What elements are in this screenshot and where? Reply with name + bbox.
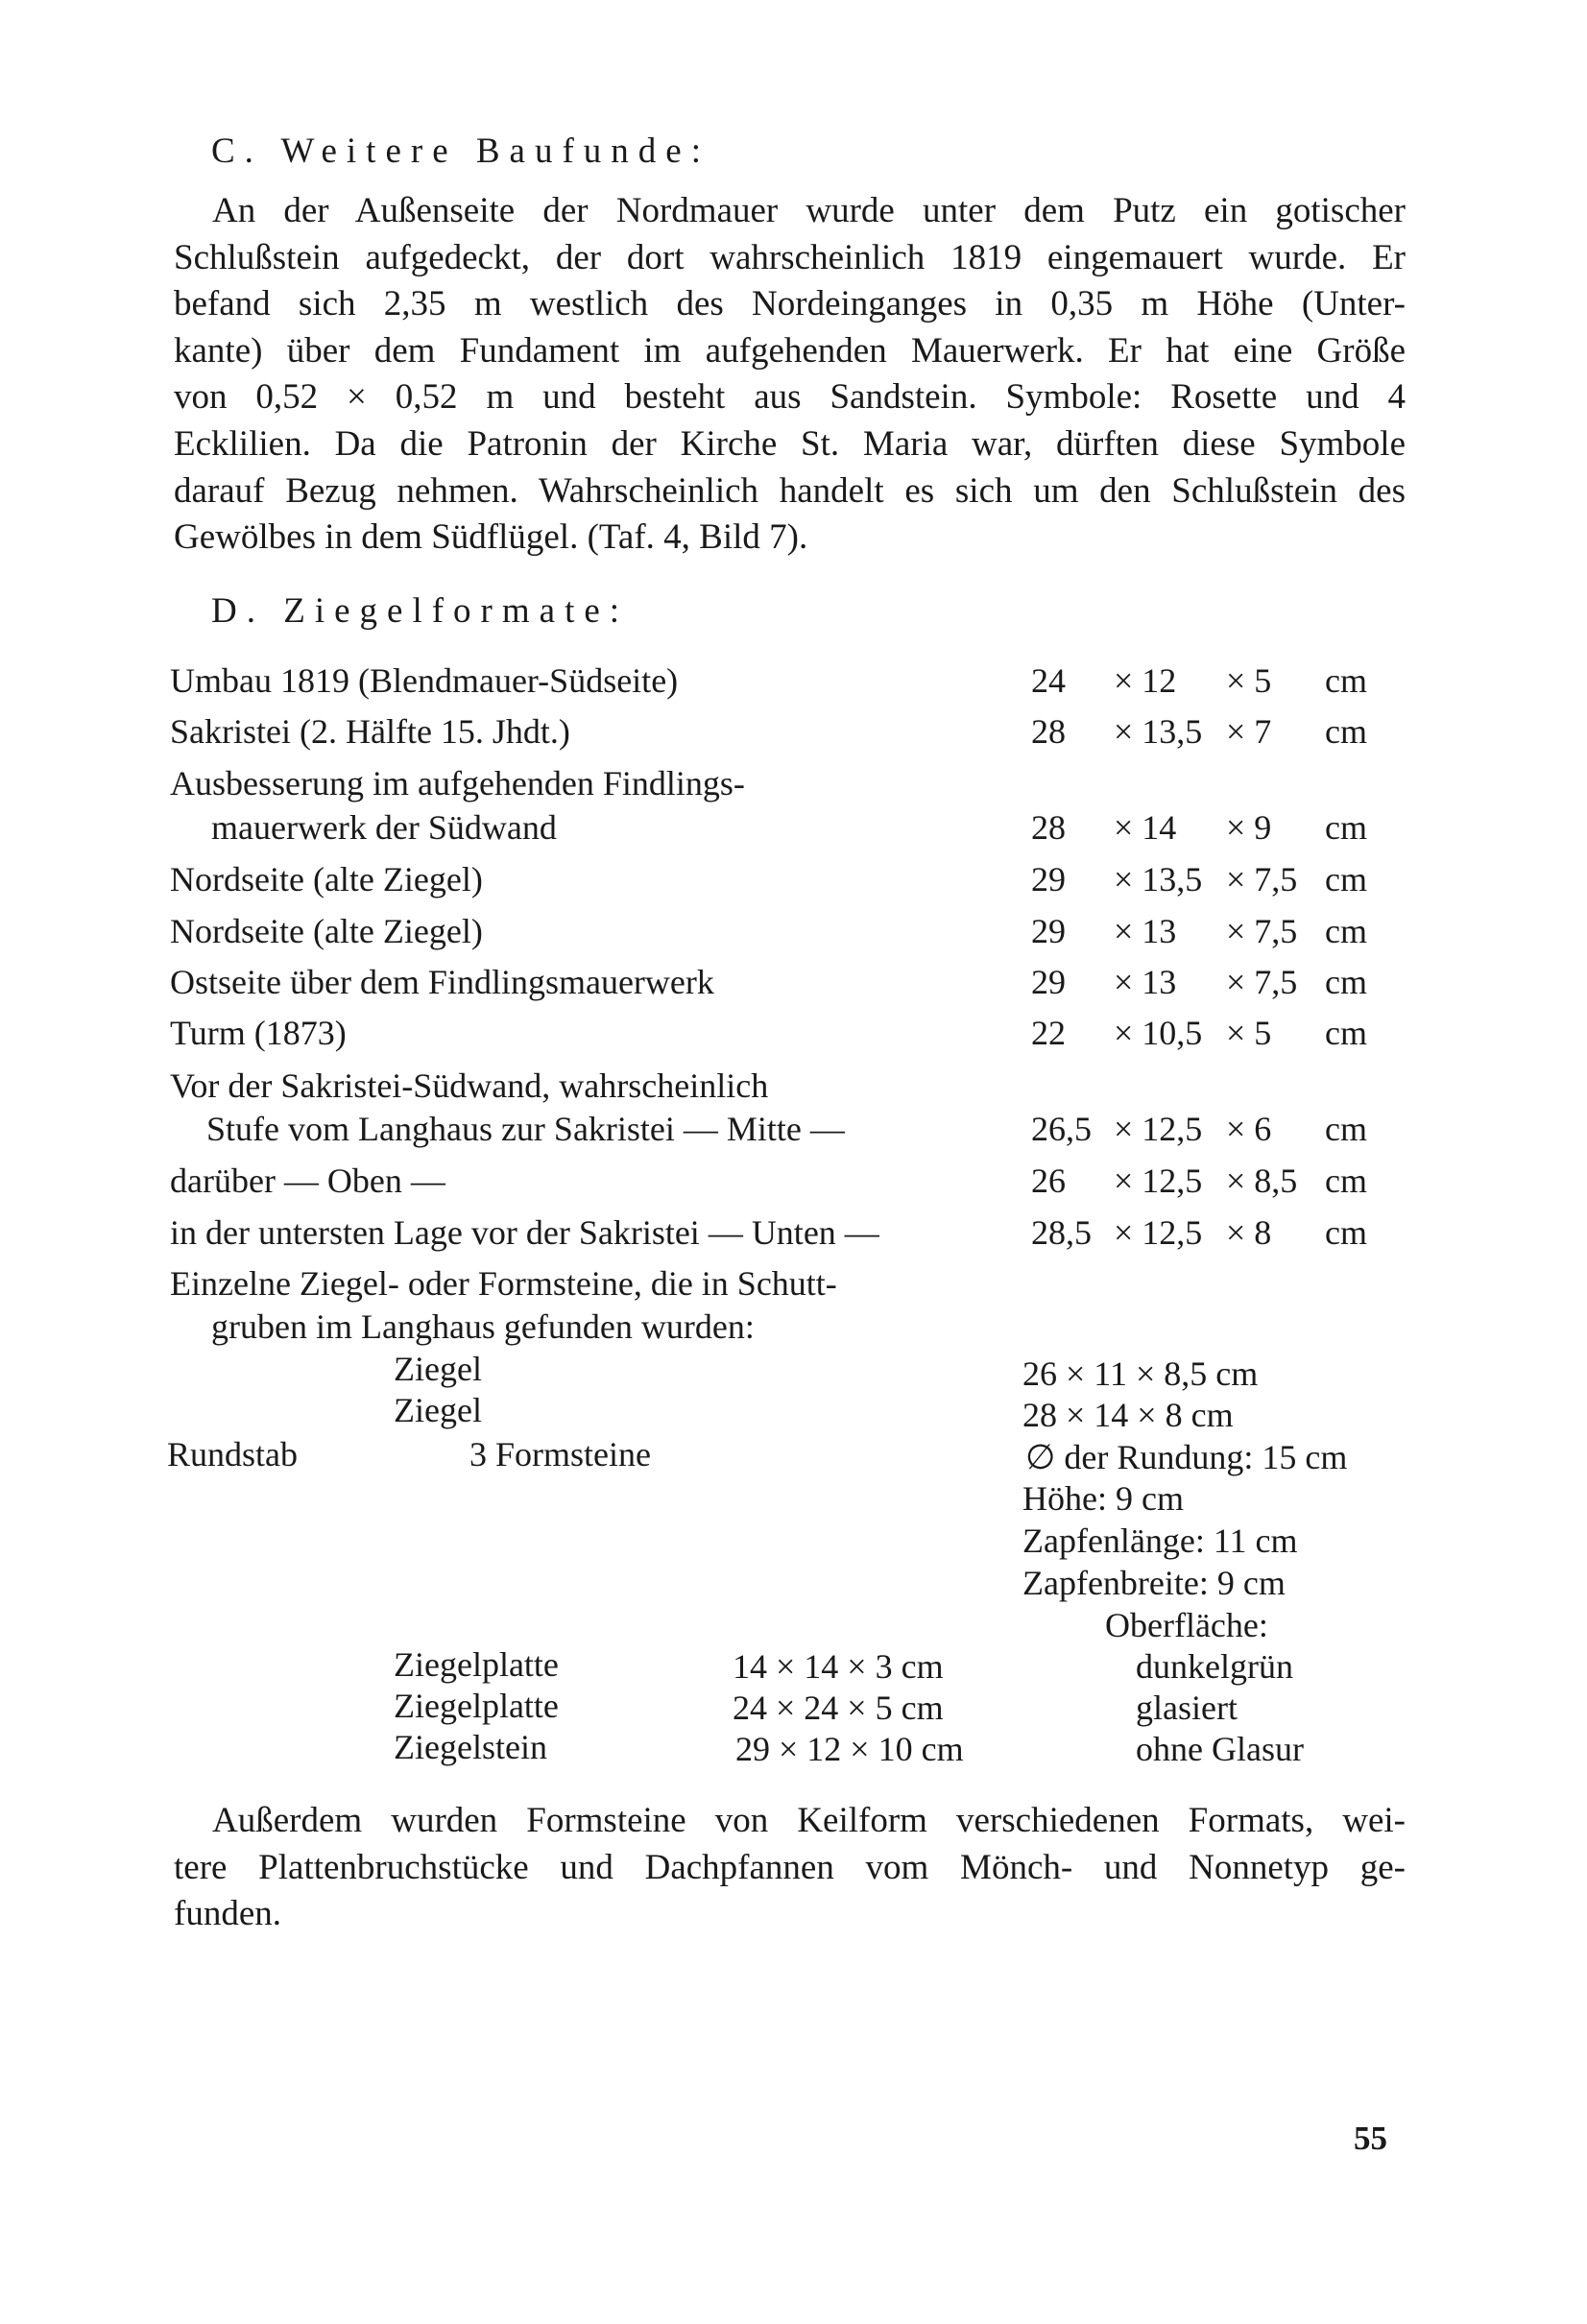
tile-name: Ziegelplatte xyxy=(394,1687,559,1725)
rundstab-count: 3 Formsteine xyxy=(469,1435,651,1473)
row-label-continuation: mauerwerk der Südwand xyxy=(211,808,557,847)
dim-c: × 8 xyxy=(1226,1213,1272,1252)
rundstab-detail: Zapfenbreite: 9 cm xyxy=(1022,1564,1286,1602)
dim-a: 22 xyxy=(1031,1014,1066,1052)
rundstab-detail: ∅ der Rundung: 15 cm xyxy=(1025,1438,1348,1476)
rundstab-detail: Höhe: 9 cm xyxy=(1022,1479,1184,1518)
dim-unit: cm xyxy=(1325,661,1367,700)
dim-unit: cm xyxy=(1325,912,1367,950)
surface-heading: Oberfläche: xyxy=(1105,1606,1268,1644)
dim-b: × 13,5 xyxy=(1114,860,1203,898)
rundstab-label: Rundstab xyxy=(167,1435,299,1473)
row-label: Ausbesserung im aufgehenden Findlings- xyxy=(170,764,745,803)
dim-b: × 13 xyxy=(1114,912,1177,950)
row-label: Einzelne Ziegel- oder Formsteine, die in Schutt- xyxy=(170,1264,837,1303)
dim-unit: cm xyxy=(1325,808,1367,847)
paragraph-line: funden. xyxy=(174,1894,281,1934)
dim-a: 26,5 xyxy=(1031,1110,1092,1148)
dim-b: × 12,5 xyxy=(1114,1162,1203,1200)
row-label: in der untersten Lage vor der Sakristei — Unten — xyxy=(170,1213,879,1252)
tile-name: Ziegelplatte xyxy=(394,1645,559,1684)
dim-c: × 9 xyxy=(1226,808,1272,847)
section-c-paragraph xyxy=(174,188,1406,562)
tile-surface: ohne Glasur xyxy=(1136,1730,1304,1768)
dim-b: × 13,5 xyxy=(1114,712,1203,751)
dim-c: × 5 xyxy=(1226,1014,1272,1052)
tile-dims: 29 × 12 × 10 cm xyxy=(735,1730,964,1768)
dim-unit: cm xyxy=(1325,963,1367,1001)
paragraph-line: von 0,52 × 0,52 m und besteht aus Sandstein. Symbole: Rosette und 4 xyxy=(174,377,1406,418)
paragraph-line: tere Plattenbruchstücke und Dachpfannen vom Mönch- und Nonnetyp ge- xyxy=(174,1847,1406,1887)
dim-unit: cm xyxy=(1325,860,1367,898)
tile-dims: 14 × 14 × 3 cm xyxy=(733,1647,944,1686)
dim-unit: cm xyxy=(1325,1014,1367,1052)
dim-a: 28 xyxy=(1031,808,1066,847)
row-label: Umbau 1819 (Blendmauer-Südseite) xyxy=(170,661,679,700)
dim-c: × 7,5 xyxy=(1226,963,1298,1001)
brick-name: Ziegel xyxy=(394,1391,482,1429)
dim-a: 29 xyxy=(1031,860,1066,898)
dim-c: × 7,5 xyxy=(1226,912,1298,950)
paragraph-line: kante) über dem Fundament im aufgehenden Mauerwerk. Er hat eine Größe xyxy=(174,330,1406,371)
dim-a: 29 xyxy=(1031,912,1066,950)
paragraph-line: Ecklilien. Da die Patronin der Kirche St. Maria war, dürften diese Symbole xyxy=(174,423,1406,464)
paragraph-line: darauf Bezug nehmen. Wahrscheinlich handelt es sich um den Schlußstein des xyxy=(174,470,1406,511)
row-label: Ostseite über dem Findlingsmauerwerk xyxy=(170,963,714,1001)
dim-unit: cm xyxy=(1325,1162,1367,1200)
dim-b: × 13 xyxy=(1114,963,1177,1001)
section-d-heading: D. Ziegelformate: xyxy=(211,591,630,631)
dim-b: × 12 xyxy=(1114,661,1177,700)
section-c-heading: C. Weitere Baufunde: xyxy=(211,132,710,171)
brick-name: Ziegel xyxy=(394,1350,482,1388)
paragraph-line: Schlußstein aufgedeckt, der dort wahrscheinlich 1819 eingemauert wurde. Er xyxy=(174,237,1406,277)
tile-surface: dunkelgrün xyxy=(1136,1647,1293,1686)
dim-a: 26 xyxy=(1031,1162,1066,1200)
row-label: Nordseite (alte Ziegel) xyxy=(170,912,483,950)
dim-unit: cm xyxy=(1325,712,1367,751)
dim-b: × 12,5 xyxy=(1114,1110,1203,1148)
rundstab-detail: Zapfenlänge: 11 cm xyxy=(1022,1521,1298,1560)
row-label-continuation: gruben im Langhaus gefunden wurden: xyxy=(211,1307,755,1346)
row-label: Turm (1873) xyxy=(170,1014,347,1052)
row-label: darüber — Oben — xyxy=(170,1162,445,1200)
brick-dims: 26 × 11 × 8,5 cm xyxy=(1022,1354,1259,1393)
dim-a: 28 xyxy=(1031,712,1066,751)
brick-dims: 28 × 14 × 8 cm xyxy=(1022,1396,1234,1434)
row-label: Sakristei (2. Hälfte 15. Jhdt.) xyxy=(170,712,570,751)
row-label-continuation: Stufe vom Langhaus zur Sakristei — Mitte — xyxy=(206,1110,845,1148)
paragraph-line: befand sich 2,35 m westlich des Nordeinganges in 0,35 m Höhe (Unter- xyxy=(174,284,1406,324)
dim-unit: cm xyxy=(1325,1110,1367,1148)
paragraph-line: An der Außenseite der Nordmauer wurde unter dem Putz ein gotischer xyxy=(212,191,1406,230)
dim-b: × 12,5 xyxy=(1114,1213,1203,1252)
page-number: 55 xyxy=(1354,2120,1387,2157)
dim-c: × 6 xyxy=(1226,1110,1272,1148)
dim-a: 28,5 xyxy=(1031,1213,1092,1252)
dim-b: × 14 xyxy=(1114,808,1177,847)
dim-c: × 7 xyxy=(1226,712,1272,751)
row-label: Vor der Sakristei-Südwand, wahrscheinlich xyxy=(170,1066,769,1105)
dim-c: × 7,5 xyxy=(1226,860,1298,898)
closing-paragraph xyxy=(174,1798,1406,1938)
tile-dims: 24 × 24 × 5 cm xyxy=(733,1689,944,1727)
paragraph-line: Außerdem wurden Formsteine von Keilform verschiedenen Formats, wei- xyxy=(212,1801,1406,1840)
dim-b: × 10,5 xyxy=(1114,1014,1203,1052)
row-label: Nordseite (alte Ziegel) xyxy=(170,860,483,898)
tile-name: Ziegelstein xyxy=(394,1728,547,1766)
dim-a: 29 xyxy=(1031,963,1066,1001)
tile-surface: glasiert xyxy=(1136,1689,1238,1727)
dim-unit: cm xyxy=(1325,1213,1367,1252)
paragraph-line: Gewölbes in dem Südflügel. (Taf. 4, Bild 7). xyxy=(174,517,808,558)
dim-a: 24 xyxy=(1031,661,1066,700)
dim-c: × 5 xyxy=(1226,661,1272,700)
dim-c: × 8,5 xyxy=(1226,1162,1298,1200)
